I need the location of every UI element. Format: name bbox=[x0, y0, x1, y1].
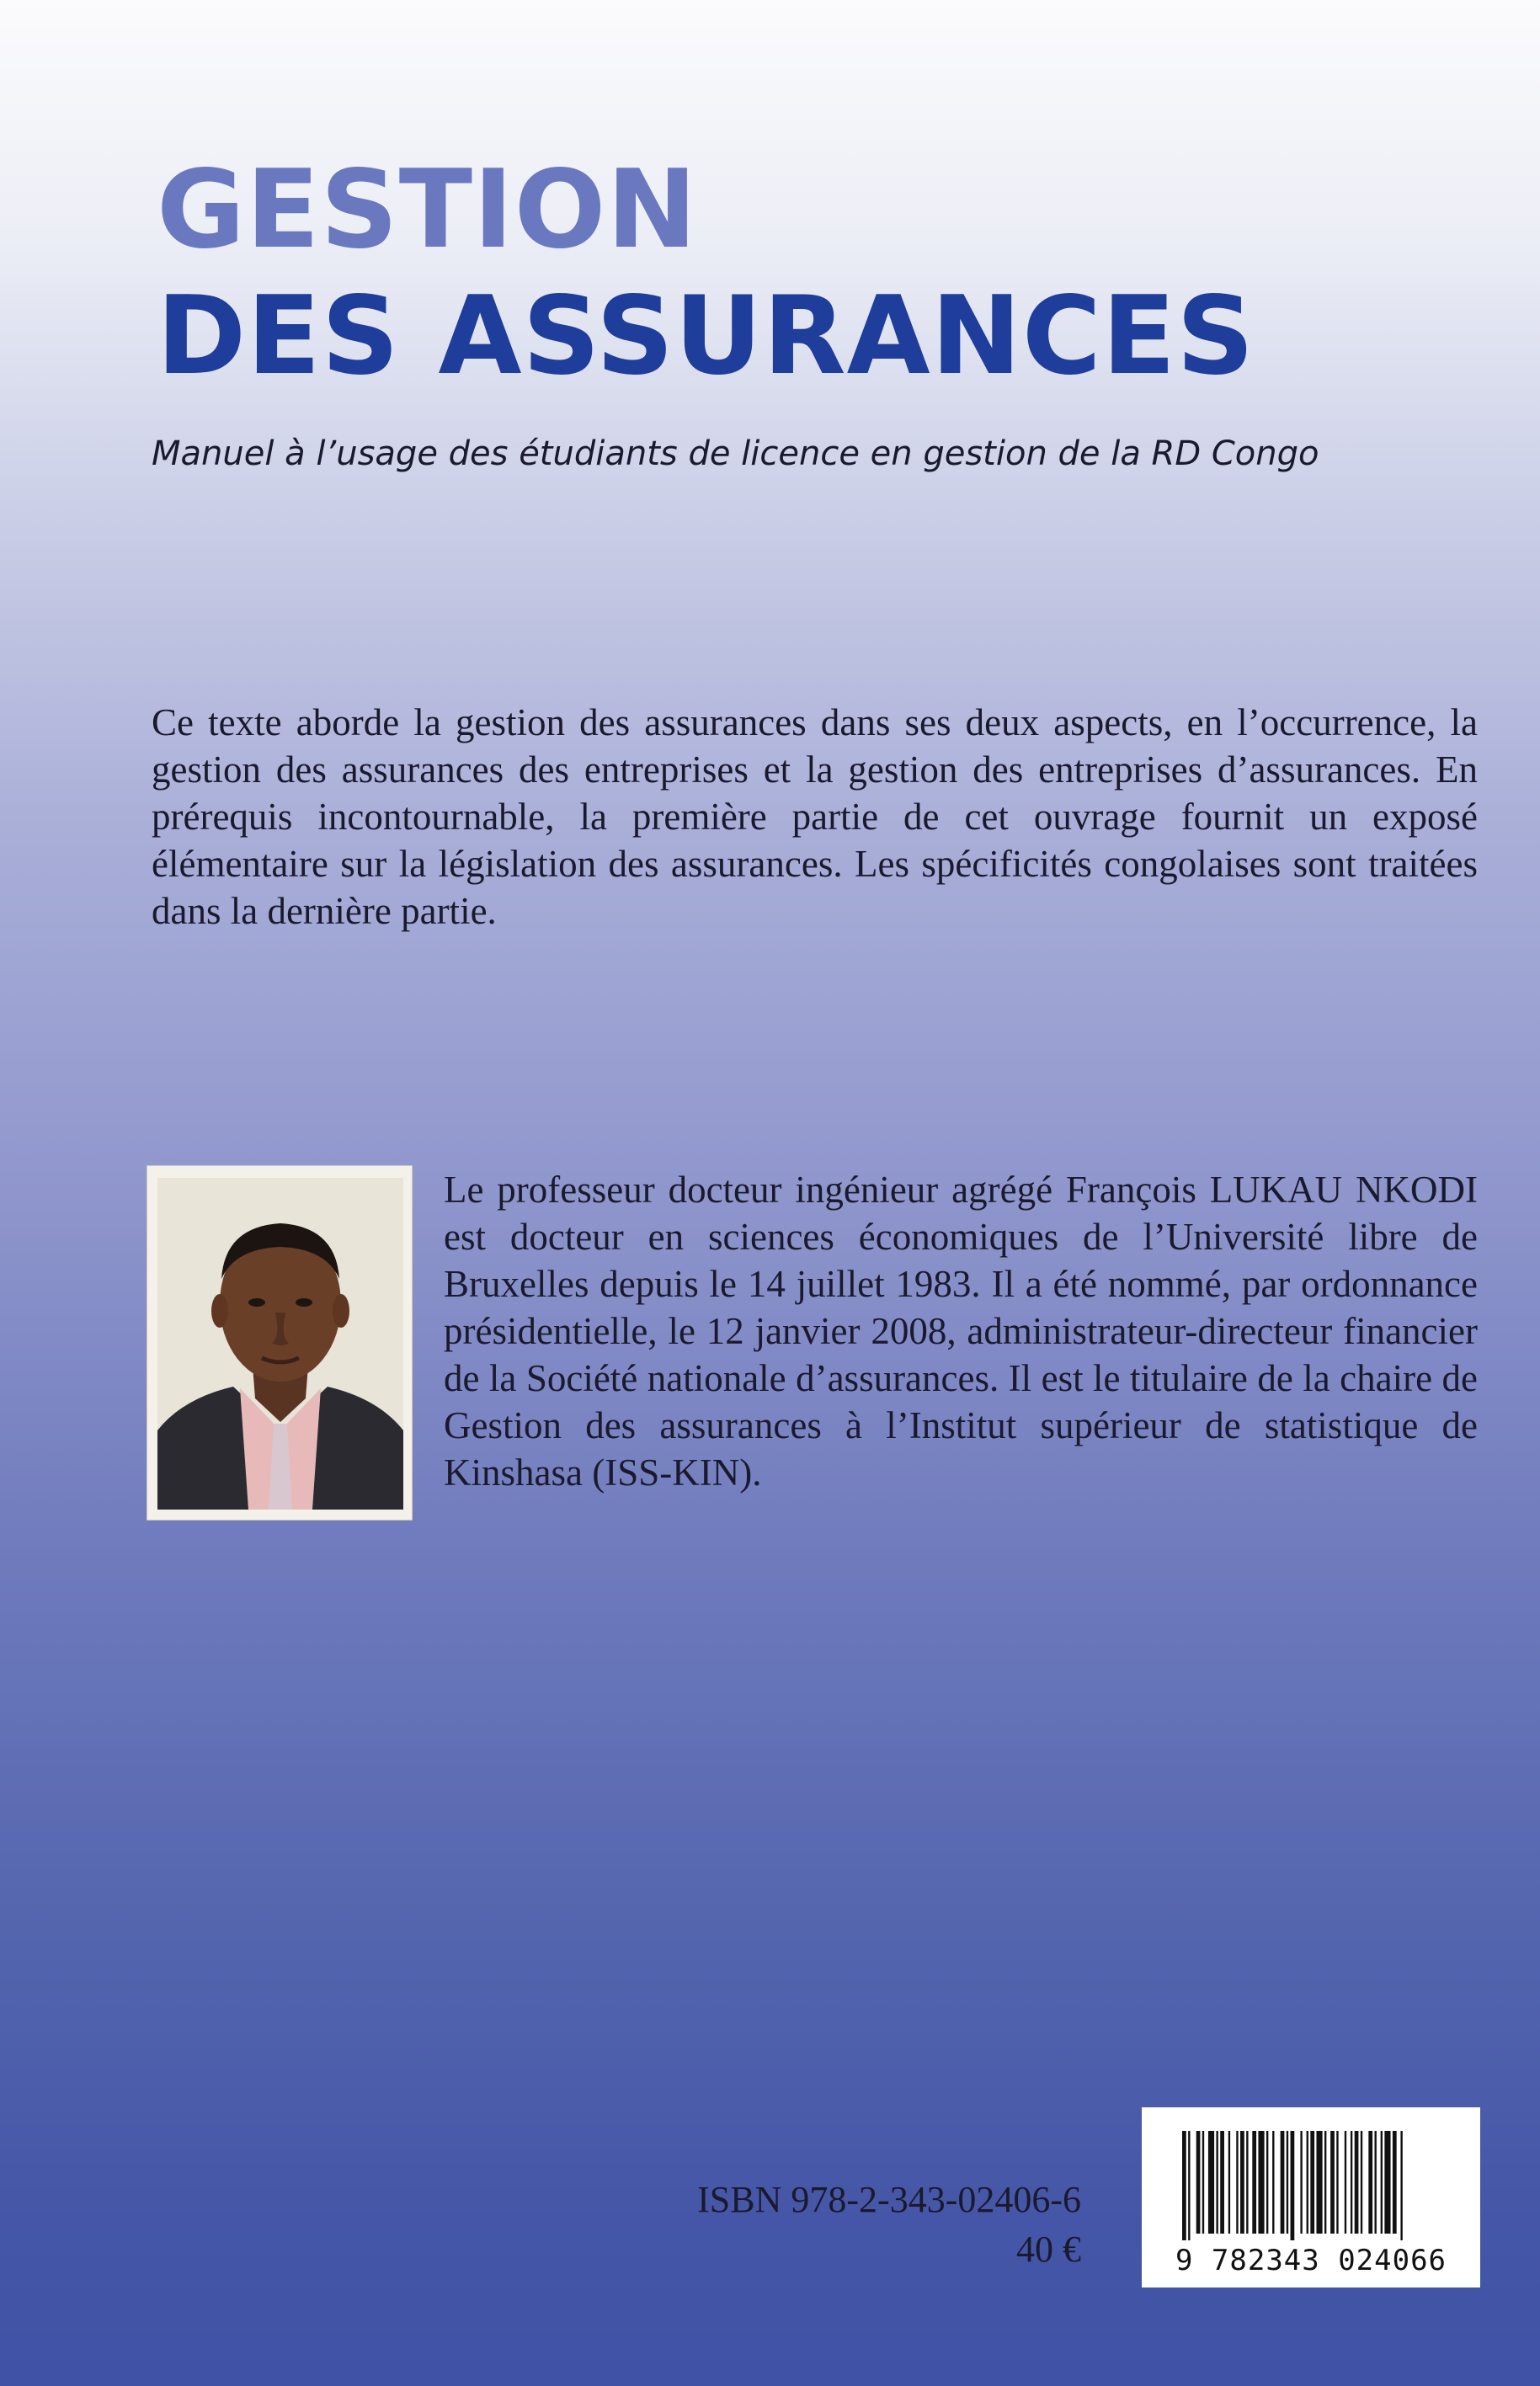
barcode-bar bbox=[1272, 2131, 1274, 2234]
barcode-bar bbox=[1182, 2131, 1186, 2240]
barcode-bar bbox=[1361, 2131, 1362, 2234]
barcode bbox=[1142, 2107, 1480, 2287]
price: 40 € bbox=[1016, 2229, 1081, 2270]
barcode-bar bbox=[1202, 2131, 1204, 2234]
barcode-bar bbox=[1400, 2131, 1402, 2240]
barcode-bars-icon bbox=[1180, 2131, 1458, 2240]
barcode-bar bbox=[1281, 2131, 1285, 2234]
barcode-bar bbox=[1368, 2131, 1372, 2234]
barcode-bar bbox=[1246, 2131, 1248, 2234]
barcode-bar bbox=[1300, 2131, 1302, 2234]
summary-paragraph: Ce texte aborde la gestion des assurances dans ses deux aspects, en l’occurrence, la gestion des assurances des entreprises et la gestion des entreprises d’assurances. En prérequis incontournable, la première partie de cet ouvrage fournit un exposé élémentaire sur la législation des assurances. Les spécificités congolaises sont traitées dans la dernière partie. bbox=[152, 701, 1478, 932]
barcode-bar bbox=[1208, 2131, 1214, 2234]
title-line-2: DES ASSURANCES bbox=[157, 274, 1255, 399]
barcode-bar bbox=[1393, 2131, 1397, 2234]
barcode-bar bbox=[1381, 2131, 1383, 2234]
barcode-bar bbox=[1324, 2131, 1326, 2234]
barcode-digits: 9 782343 024066 bbox=[1175, 2244, 1447, 2277]
barcode-bar bbox=[1287, 2131, 1288, 2234]
barcode-bar bbox=[1236, 2131, 1238, 2234]
barcode-bar bbox=[1228, 2131, 1230, 2234]
barcode-bar bbox=[1307, 2131, 1308, 2234]
barcode-bar bbox=[1384, 2131, 1390, 2234]
barcode-bar bbox=[1196, 2131, 1201, 2234]
barcode-bar bbox=[1188, 2131, 1190, 2240]
author-portrait-icon bbox=[157, 1178, 403, 1510]
barcode-bar bbox=[1351, 2131, 1352, 2234]
barcode-bar bbox=[1374, 2131, 1376, 2234]
barcode-bar bbox=[1220, 2131, 1224, 2234]
barcode-bar bbox=[1355, 2131, 1359, 2234]
barcode-bar bbox=[1216, 2131, 1218, 2234]
barcode-bar bbox=[1258, 2131, 1264, 2234]
barcode-bar bbox=[1336, 2131, 1338, 2234]
barcode-bar bbox=[1240, 2131, 1244, 2234]
barcode-bar bbox=[1252, 2131, 1256, 2234]
barcode-bar bbox=[1330, 2131, 1335, 2234]
barcode-bar bbox=[1345, 2131, 1346, 2234]
author-photo bbox=[147, 1165, 413, 1521]
author-bio: Le professeur docteur ingénieur agrégé François LUKAU NKODI est docteur en sciences économiques de l’Université libre de Bruxelles depuis le 14 juillet 1983. Il a été nommé, par ordonnance présidentielle, le 12 janvier 2008, administrateur-directeur financier de la Société nationale d’assurances. Il est le titulaire de la chaire de Gestion des assurances à l’Institut supérieur de statistique de Kinshasa (ISS-KIN). bbox=[444, 1169, 1478, 1494]
title-line-1: GESTION bbox=[157, 147, 698, 273]
barcode-bar bbox=[1291, 2131, 1295, 2240]
subtitle: Manuel à l’usage des étudiants de licence en gestion de la RD Congo bbox=[152, 434, 1319, 473]
barcode-bar bbox=[1316, 2131, 1322, 2234]
isbn: ISBN 978-2-343-02406-6 bbox=[697, 2179, 1081, 2220]
barcode-bar bbox=[1266, 2131, 1268, 2234]
barcode-bar bbox=[1310, 2131, 1314, 2234]
